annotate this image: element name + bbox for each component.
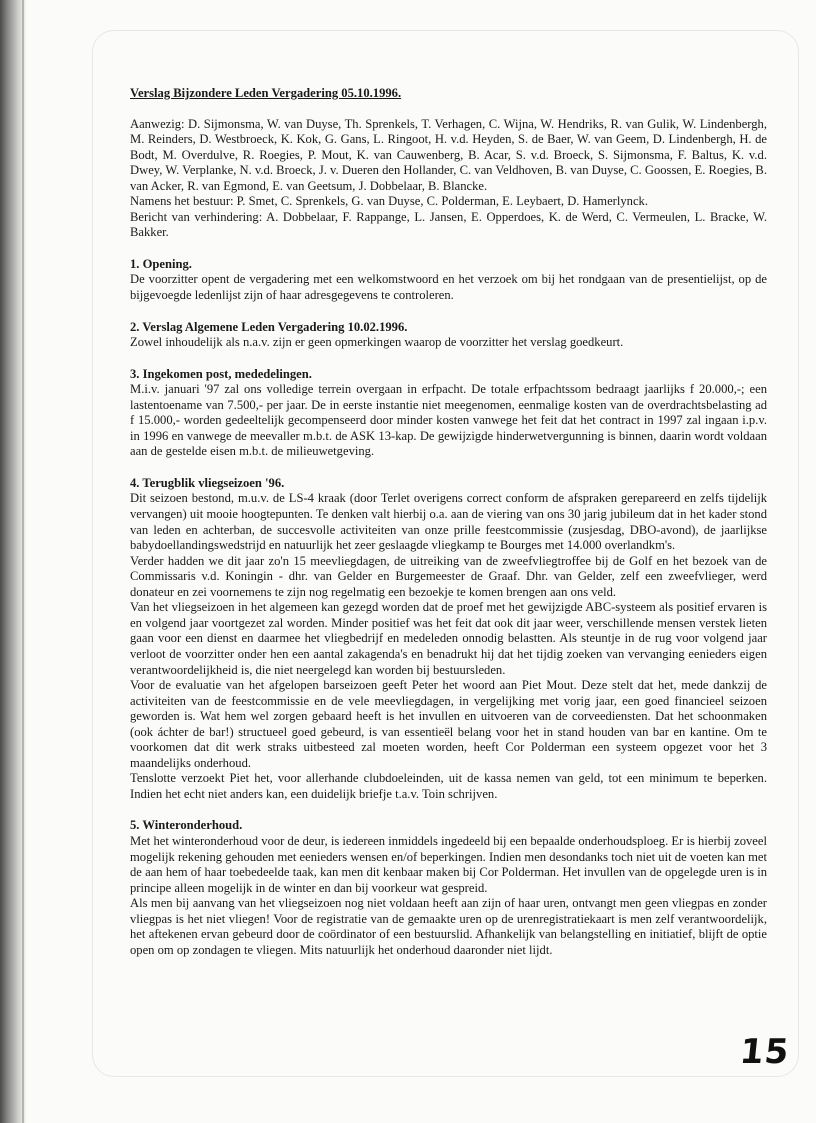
section-paragraph: Als men bij aanvang van het vliegseizoen nog niet voldaan heeft aan zijn of haar uren, ontvangt men geen vliegpas en zonder vliegpas is het niet vliegen! Voor de registratie van de gemaakte uren op de urenregistratiekaart is men zelf verantwoordelijk, het aftekenen ervan gebeurd door de coördinator of een bestuurslid. Afhankelijk van belangstelling en initiatief, blijft de optie open om op zondagen te vliegen. Mits natuurlijk het onderhoud daaronder niet lijdt. <box>130 896 767 957</box>
section-paragraph: De voorzitter opent de vergadering met een welkomstwoord en het verzoek om bij het rondgaan van de presentielijst, op de bijgevoegde ledenlijst zijn of haar adresgegevens te controleren. <box>130 272 767 303</box>
section-heading: 3. Ingekomen post, mededelingen. <box>130 366 312 381</box>
section-heading: 4. Terugblik vliegseizoen '96. <box>130 475 285 490</box>
section-paragraph: M.i.v. januari '97 zal ons volledige terrein overgaan in erfpacht. De totale erfpachtssom bedraagt jaarlijks f 20.000,-; een lastentoename van 7.500,- per jaar. De in eerste instantie niet meegenomen, eenmalige kosten van de overdrachtsbelasting ad f 15.000,- worden gedeeltelijk gecompenseerd door minder kosten vanwege het feit dat het contract in 1997 zal ingaan i.p.v. in 1996 en vanwege de meevaller m.b.t. de ASK 13-kap. De gewijzigde hinderwetvergunning is binnen, daarin wordt voldaan aan de gestelde eisen m.b.t. de milieuwetgeving. <box>130 382 767 459</box>
report-content <box>130 86 767 958</box>
section-paragraph: Zowel inhoudelijk als n.a.v. zijn er geen opmerkingen waarop de voorzitter het verslag goedkeurt. <box>130 335 624 350</box>
section-heading: 1. Opening. <box>130 256 192 271</box>
binding-edge <box>22 0 24 1123</box>
section-paragraph: Tenslotte verzoekt Piet het, voor allerhande clubdoeleinden, uit de kassa nemen van geld, tot een minimum te beperken. Indien het echt niet anders kan, een duidelijk briefje t.a.v. Toin schrijven. <box>130 771 767 801</box>
section-paragraph: Van het vliegseizoen in het algemeen kan gezegd worden dat de proef met het gewijzigde ABC-systeem als positief ervaren is en volgend jaar voortgezet zal worden. Minder positief was het feit dat ook dit jaar weer, verschillende mensen verstek lieten gaan voor een dienst en daarmee het vliegbedrijf en medeleden onnodig belastten. Als steuntje in de rug voor volgend jaar verloot de voorzitter onder hen een aantal zakagenda's en benadrukt hij dat het tijdig zoeken van vervanging eenieders eigen verantwoordelijkheid is, die niet neergelegd kan worden bij bestuursleden. <box>130 600 767 677</box>
attendance-present: Aanwezig: D. Sijmonsma, W. van Duyse, Th. Sprenkels, T. Verhagen, C. Wijna, W. Hendriks, R. van Gulik, W. Lindenbergh, M. Reinders, D. Westbroeck, K. Kok, G. Gans, L. Ringoot, H. v.d. Heyden, S. de Baer, W. van Geem, D. Lindenbergh, H. de Bodt, M. Overdulve, R. Roegies, P. Mout, K. van Cauwenberg, B. Acar, S. v.d. Broeck, S. Sijmonsma, F. Baltus, K. v.d. Dwey, W. Verplanke, N. v.d. Broeck, J. v. Dueren den Hollander, C. van Veldhoven, B. van Duyse, C. Goossen, E. Roegies, B. van Acker, R. van Egmond, E. van Geetsum, J. Dobbelaar, B. Blancke. <box>130 116 767 193</box>
attendance-absent: Bericht van verhindering: A. Dobbelaar, F. Rappange, L. Jansen, E. Opperdoes, K. de Werd, C. Vermeulen, L. Bracke, W. Bakker. <box>130 209 767 240</box>
section-heading: 5. Winteronderhoud. <box>130 818 243 833</box>
section-paragraph: Met het winteronderhoud voor de deur, is iedereen inmiddels ingedeeld bij een bepaalde onderhoudsploeg. Er is hierbij zoveel mogelijk rekening gehouden met eenieders wensen en/of beperkingen. Indien men desondanks toch niet uit de voeten kan met de aan hem of haar toebedeelde taak, kan men dit kenbaar maken bij Cor Polderman. Het invullen van de opgelegde uren is in principe alleen mogelijk in de winter en dan bij voorkeur wat gespreid. <box>130 833 767 895</box>
section-heading: 2. Verslag Algemene Leden Vergadering 10.02.1996. <box>130 319 408 334</box>
attendance-block <box>130 117 767 241</box>
attendance-board: Namens het bestuur: P. Smet, C. Sprenkels, G. van Duyse, C. Polderman, E. Leybaert, D. Hamerlynck. <box>130 194 648 209</box>
section-paragraph: Verder hadden we dit jaar zo'n 15 meevliegdagen, de uitreiking van de zweefvliegtroffee bij de Golf en het bezoek van de Commissaris v.d. Koningin - dhr. van Gelder en Burgemeester de Graaf. Dhr. van Gelder, zelf een zweefvlieger, werd donateur en zei voornemens te zijn nog regelmatig een bezoekje te komen brengen aan ons veld. <box>130 553 767 599</box>
section-paragraph: Dit seizoen bestond, m.u.v. de LS-4 kraak (door Terlet overigens correct conform de afspraken gerepareerd en zelfs tijdelijk vervangen) uit mooie hoogtepunten. Te denken valt hierbij o.a. aan de viering van ons 30 jarig jubileum dat in het kader stond van leden en achterban, de succesvolle activiteiten van onze prille feestcommissie (zusjesdag, DBO-avond), de jaarlijkse babydoellandingswedstrijd en natuurlijk het zeer geslaagde vliegkamp te Bourges met 14.000 overlandkm's. <box>130 491 767 553</box>
section-previous-minutes <box>130 320 767 351</box>
report-title: Verslag Bijzondere Leden Vergadering 05.10.1996. <box>130 86 402 100</box>
page-number: 15 <box>737 1032 792 1072</box>
section-incoming-mail <box>130 367 767 460</box>
section-winter-maintenance <box>130 818 767 958</box>
section-season-review <box>130 476 767 802</box>
section-paragraph: Voor de evaluatie van het afgelopen barseizoen geeft Peter het woord aan Piet Mout. Deze stelt dat het, mede dankzij de activiteiten van de feestcommissie en de vele meevliegdagen, in vergelijking met vorig jaar, een goed financieel seizoen geworden is. Wat hem wel zorgen gebaard heeft is het invullen en uitvoeren van de corveediensten. Dat het schoonmaken (ook áchter de bar!) structueel goed gebeurd, is van essentieël belang voor het in stand houden van bar en kantine. Om te voorkomen dat dit werk straks uitbesteed zal moeten worden, heeft Cor Polderman een systeem opgezet voor het 3 maandelijks onderhoud. <box>130 678 767 770</box>
section-opening <box>130 257 767 304</box>
